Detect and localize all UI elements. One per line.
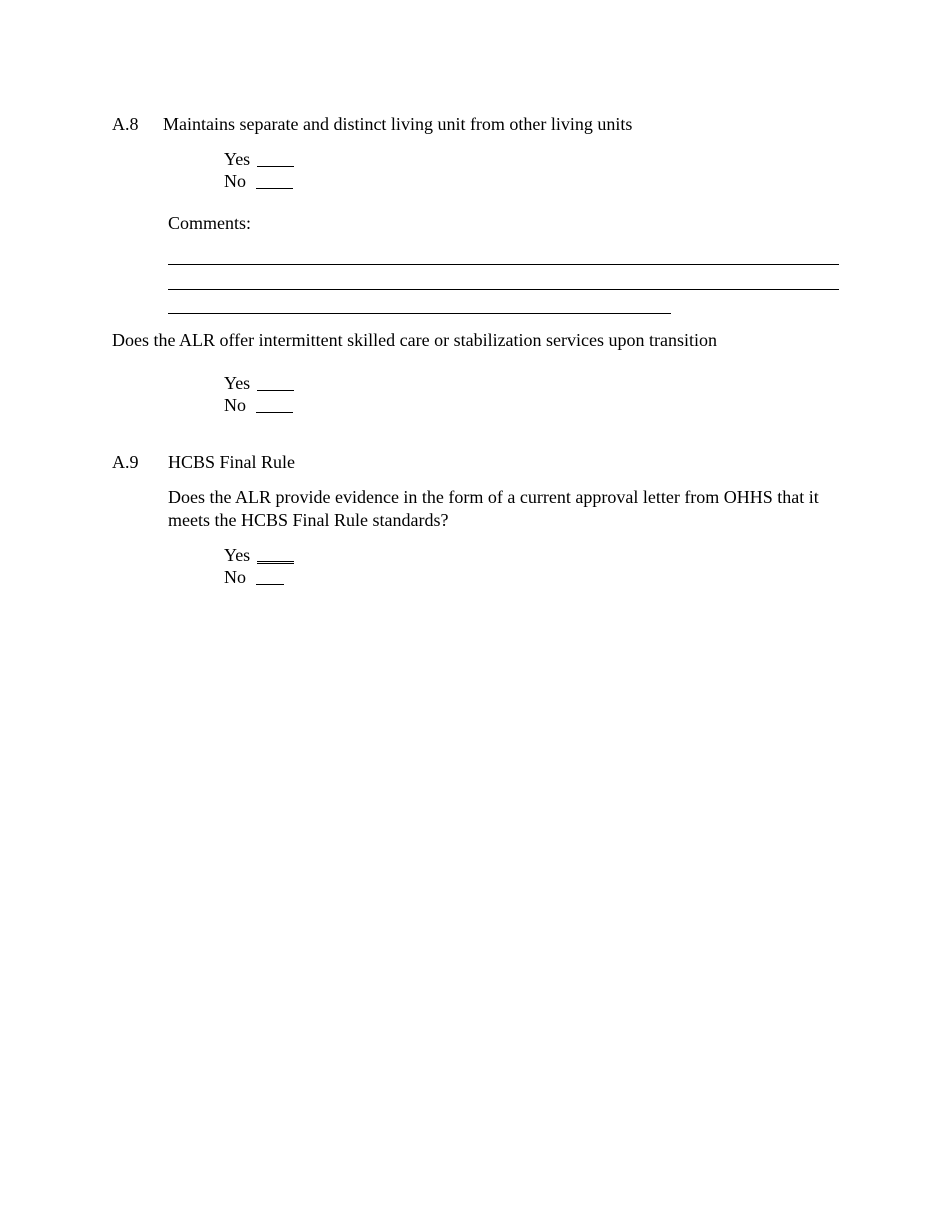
skilled-care-yes-blank[interactable] — [257, 390, 294, 391]
a9-no-blank[interactable] — [256, 584, 284, 585]
skilled-care-no-label: No — [224, 395, 246, 415]
a9-no-option[interactable] — [224, 566, 304, 588]
a8-no-label: No — [224, 171, 246, 191]
a8-no-blank[interactable] — [256, 188, 293, 189]
section-a9-title: HCBS Final Rule — [168, 452, 296, 472]
comment-line-2[interactable] — [168, 289, 839, 290]
section-a8-number: A.8 — [112, 114, 139, 134]
skilled-care-no-option[interactable] — [224, 394, 304, 416]
skilled-care-no-blank[interactable] — [256, 412, 293, 413]
a8-comments-label: Comments: — [168, 213, 252, 233]
a9-question: Does the ALR provide evidence in the form of a current approval letter from OHHS that it meets the HCBS Final Rule standards? — [168, 487, 819, 530]
section-a8-title: Maintains separate and distinct living unit from other living units — [163, 114, 633, 134]
a9-no-label: No — [224, 567, 246, 587]
comment-line-1[interactable] — [168, 264, 839, 265]
comment-line-3[interactable] — [168, 313, 671, 314]
skilled-care-question: Does the ALR offer intermittent skilled care or stabilization services upon transition — [112, 330, 718, 350]
a8-yes-label: Yes — [224, 149, 251, 169]
a8-no-option[interactable] — [224, 170, 304, 192]
a8-yes-blank[interactable] — [257, 166, 294, 167]
section-a9-number: A.9 — [112, 452, 139, 472]
a9-yes-blank[interactable] — [257, 561, 294, 564]
skilled-care-yes-label: Yes — [224, 373, 251, 393]
a9-yes-label: Yes — [224, 545, 251, 565]
skilled-care-yes-option[interactable] — [224, 372, 304, 394]
a9-yes-option[interactable] — [224, 544, 304, 566]
a8-yes-option[interactable] — [224, 148, 304, 170]
